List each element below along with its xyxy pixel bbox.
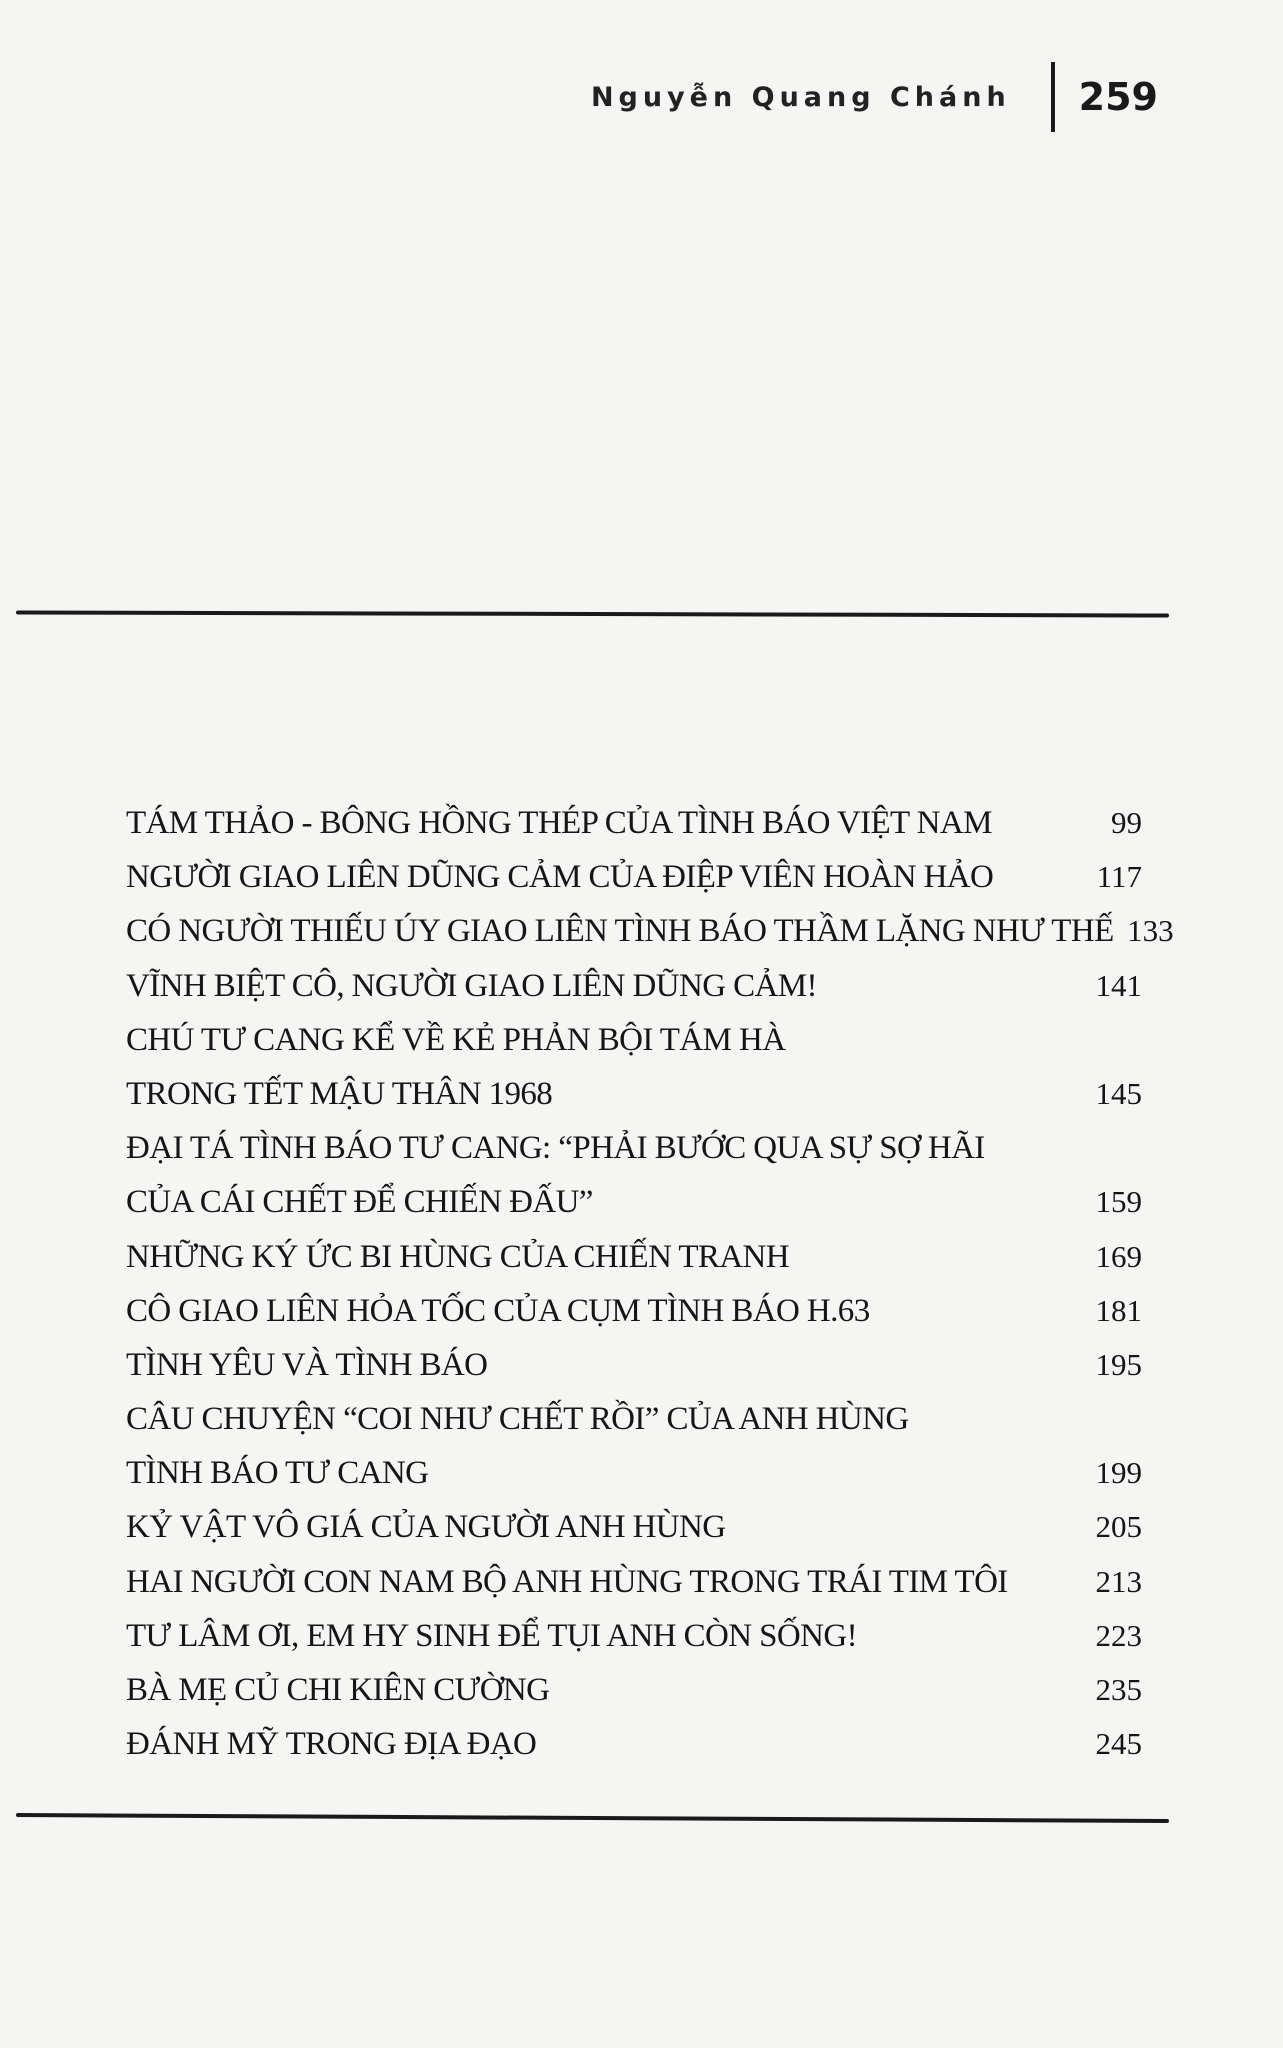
toc-entry	[126, 1230, 1142, 1284]
toc-entry-page: 195	[1095, 1346, 1142, 1382]
toc-entry-title: CÓ NGƯỜI THIẾU ÚY GIAO LIÊN TÌNH BÁO THẦM LẶNG NHƯ THẾ	[126, 913, 1114, 950]
toc-entry-title: TƯ LÂM ƠI, EM HY SINH ĐỂ TỤI ANH CÒN SỐNG!	[126, 1617, 857, 1654]
toc-entry	[126, 1609, 1142, 1663]
toc-entry-page: 205	[1095, 1509, 1142, 1545]
toc-entry-page: 199	[1095, 1455, 1142, 1491]
toc-entry	[126, 1446, 1142, 1500]
toc-entry-title: CỦA CÁI CHẾT ĐỂ CHIẾN ĐẤU”	[126, 1184, 593, 1221]
toc-entry	[126, 1717, 1142, 1771]
toc-entry-page: 117	[1096, 859, 1142, 895]
toc-entry-page: 99	[1111, 805, 1142, 840]
toc-entry-title: TRONG TẾT MẬU THÂN 1968	[126, 1075, 553, 1112]
toc-entry	[126, 1392, 1142, 1446]
toc-entry-title: NGƯỜI GIAO LIÊN DŨNG CẢM CỦA ĐIỆP VIÊN HOÀN HẢO	[126, 859, 994, 896]
table-of-contents	[126, 796, 1174, 1771]
toc-entry	[126, 1175, 1142, 1229]
toc-entry	[126, 1067, 1142, 1121]
toc-entry	[126, 904, 1174, 958]
top-rule	[16, 610, 1169, 617]
toc-entry-title: TÌNH BÁO TƯ CANG	[126, 1455, 429, 1492]
toc-entry-title: TÌNH YÊU VÀ TÌNH BÁO	[126, 1346, 488, 1383]
toc-entry-page: 181	[1095, 1292, 1142, 1328]
toc-entry-title: TÁM THẢO - BÔNG HỒNG THÉP CỦA TÌNH BÁO VIỆT NAM	[126, 805, 992, 841]
toc-entry-title: VĨNH BIỆT CÔ, NGƯỜI GIAO LIÊN DŨNG CẢM!	[126, 967, 817, 1004]
author-name: Nguyễn Quang Chánh	[590, 81, 1011, 113]
toc-entry	[126, 1284, 1142, 1338]
toc-entry-page: 235	[1095, 1672, 1142, 1707]
toc-entry	[126, 1338, 1142, 1392]
bottom-rule	[16, 1813, 1169, 1823]
toc-entry-page: 169	[1095, 1238, 1142, 1274]
toc-entry	[126, 850, 1142, 904]
toc-entry-title: KỶ VẬT VÔ GIÁ CỦA NGƯỜI ANH HÙNG	[126, 1509, 726, 1546]
toc-entry-page: 213	[1095, 1563, 1142, 1599]
toc-entry-page: 133	[1127, 913, 1174, 949]
page-header	[591, 62, 1158, 132]
toc-entry	[126, 1121, 1142, 1175]
toc-entry-title: ĐÁNH MỸ TRONG ĐỊA ĐẠO	[126, 1726, 537, 1763]
toc-entry	[126, 1500, 1142, 1554]
toc-entry	[126, 1663, 1142, 1717]
page-number: 259	[1078, 75, 1158, 119]
toc-entry	[126, 1013, 1142, 1067]
toc-entry-title: HAI NGƯỜI CON NAM BỘ ANH HÙNG TRONG TRÁI TIM TÔI	[126, 1563, 1008, 1600]
toc-entry	[126, 796, 1142, 850]
toc-entry-page: 159	[1095, 1184, 1142, 1220]
toc-entry-title: BÀ MẸ CỦ CHI KIÊN CƯỜNG	[126, 1672, 550, 1708]
toc-entry-title: NHỮNG KÝ ỨC BI HÙNG CỦA CHIẾN TRANH	[126, 1238, 790, 1275]
toc-entry-page: 141	[1095, 967, 1142, 1003]
toc-entry-title: CÔ GIAO LIÊN HỎA TỐC CỦA CỤM TÌNH BÁO H.63	[126, 1292, 870, 1329]
toc-entry-title: ĐẠI TÁ TÌNH BÁO TƯ CANG: “PHẢI BƯỚC QUA SỰ SỢ HÃI	[126, 1130, 985, 1167]
toc-entry	[126, 959, 1142, 1013]
toc-entry-page: 245	[1095, 1726, 1142, 1762]
toc-entry-page: 223	[1095, 1617, 1142, 1653]
toc-entry-title: CHÚ TƯ CANG KỂ VỀ KẺ PHẢN BỘI TÁM HÀ	[126, 1021, 786, 1058]
toc-entry-title: CÂU CHUYỆN “COI NHƯ CHẾT RỒI” CỦA ANH HÙNG	[126, 1401, 909, 1438]
toc-entry-page: 145	[1095, 1075, 1142, 1111]
toc-entry	[126, 1555, 1142, 1609]
header-divider	[1051, 62, 1055, 132]
